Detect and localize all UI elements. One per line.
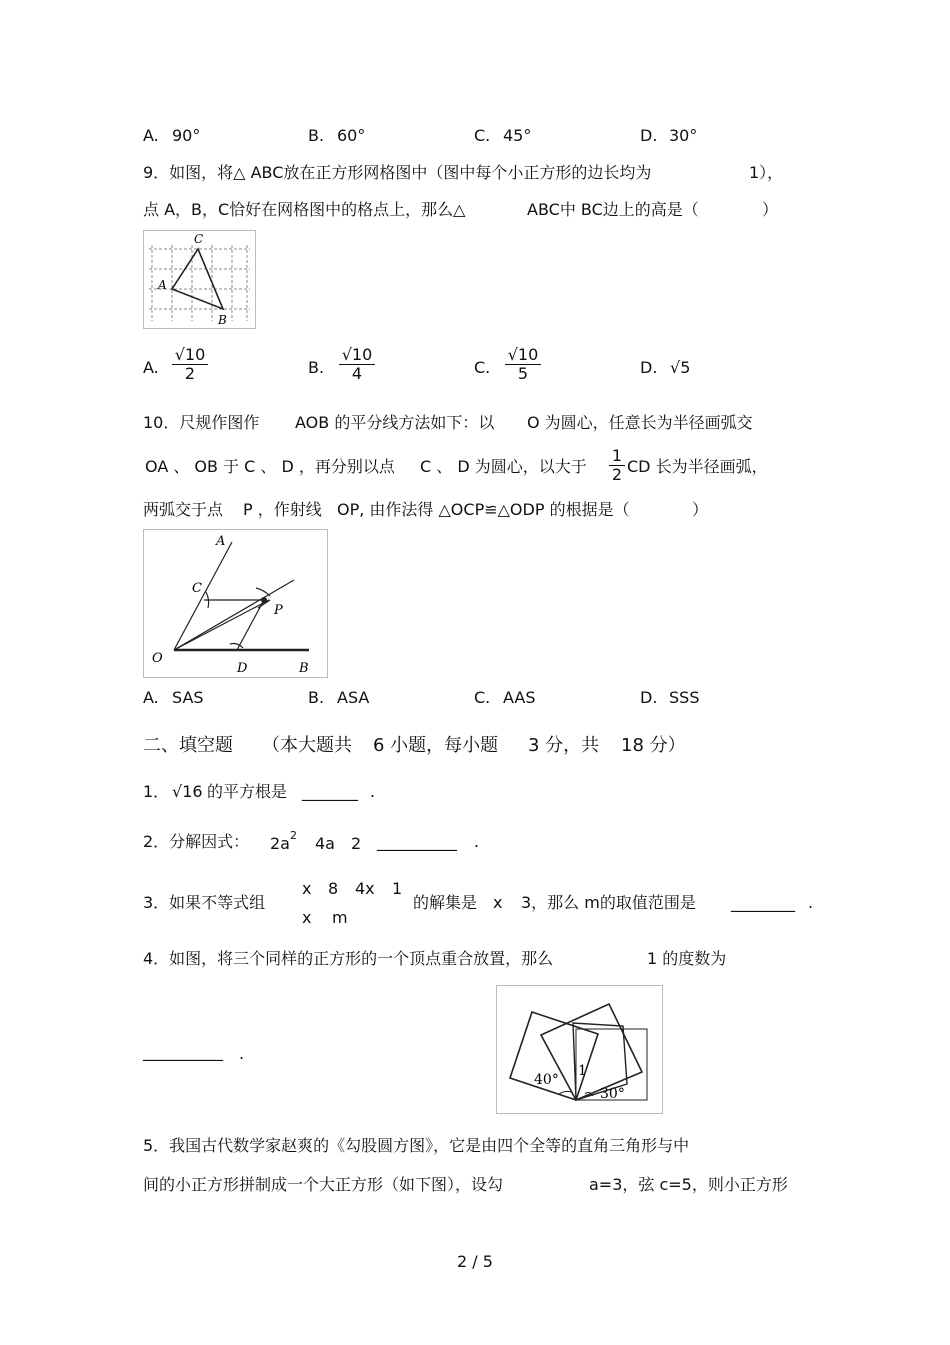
f3-end: . (808, 893, 814, 912)
q10-line3-b: P ，作射线 (243, 500, 322, 519)
q9-option-c-label: C. (474, 358, 491, 377)
f4-fig-label-1: 1 (578, 1063, 587, 1079)
q10-fig-label-o: O (152, 651, 163, 666)
f5-line2-b: a=3，弦 c=5，则小正方形 (589, 1175, 788, 1194)
f3-sol-a: x (493, 893, 503, 912)
q9-line2-b: ABC中 BC边上的高是（ (527, 200, 699, 219)
f4-line1-b: 1 的度数为 (647, 949, 727, 968)
f2-expr-c: 2 (351, 834, 362, 853)
q9-line1-end: 1）， (749, 163, 784, 182)
q10-option-d-label: D. (640, 688, 658, 707)
f1-text: 的平方根是 (207, 782, 288, 801)
f1-radicand: 16 (182, 782, 203, 801)
q10-fig-label-c: C (192, 581, 202, 596)
q8-option-a-text: 90° (172, 126, 201, 145)
q10-line1-c: O 为圆心，任意长为半径画弧交 (527, 413, 753, 432)
section-title: 二、填空题 (143, 735, 233, 756)
f4-fig-label-40: 40° (534, 1072, 559, 1088)
q9-option-a-label: A. (143, 358, 159, 377)
q10-line3-end: ） (692, 500, 709, 519)
q10-fig-label-p: P (274, 603, 283, 618)
f2-expr-b: 4a (315, 834, 335, 853)
q10-option-d-text: SSS (669, 688, 700, 707)
f2-expr-a: 2a (270, 834, 290, 853)
q9-grid-figure (143, 230, 256, 329)
q9-option-d-label: D. (640, 358, 658, 377)
q8-option-c-text: 45° (503, 126, 532, 145)
f5-line2: 间的小正方形拼制成一个大正方形（如下图），设勾 (143, 1175, 504, 1194)
f3-row1-a: x (302, 879, 312, 898)
f3-blank: ________ (731, 893, 795, 912)
q10-line1-a: 10．尺规作图作 (143, 413, 260, 432)
sqrt-icon: √ (172, 782, 183, 801)
q9-option-b-label: B. (308, 358, 325, 377)
q10-half-numerator: 1 (609, 447, 625, 466)
q8-option-c-label: C. (474, 126, 491, 145)
f5-line1: 5．我国古代数学家赵爽的《勾股圆方图》，它是由四个全等的直角三角形与中 (143, 1136, 690, 1155)
q9-option-c-denominator: 5 (517, 364, 529, 383)
q9-option-a-fraction (172, 346, 208, 383)
q9-option-d-text: √5 (670, 358, 691, 377)
f3-row1-d: 1 (392, 879, 403, 898)
f3-mid: 的解集是 (413, 893, 478, 912)
q10-bisector-figure (143, 529, 328, 678)
q10-line2-a: OA 、 OB 于 C 、 D ，再分别以点 (145, 457, 395, 476)
section-subtitle-b: 6 小题，每小题 (373, 735, 499, 756)
q9-option-c-numerator: √10 (505, 346, 541, 365)
q9-option-b-numerator: √10 (339, 346, 375, 365)
f4-fig-label-30: 30° (600, 1086, 625, 1102)
f4-line1: 4．如图，将三个同样的正方形的一个顶点重合放置，那么 (143, 949, 554, 968)
q10-option-b-text: ASA (337, 688, 370, 707)
q9-line2: 点 A，B，C恰好在网格图中的格点上，那么△ (143, 200, 466, 219)
q10-fig-label-b: B (299, 661, 309, 676)
f4-squares-figure (496, 985, 663, 1114)
section-subtitle-d: 18 分） (621, 735, 686, 756)
f2-exponent: 2 (290, 829, 297, 842)
f2-blank: __________ (377, 832, 457, 851)
q10-half-fraction (609, 447, 625, 484)
q10-line2-b: C 、 D 为圆心，以大于 (420, 457, 587, 476)
q10-fig-label-d: D (237, 661, 248, 676)
q10-line1-b: AOB 的平分线方法如下：以 (295, 413, 495, 432)
q10-line3-c: OP, 由作法得 △OCP≌△ODP 的根据是（ (337, 500, 630, 519)
q9-option-b-denominator: 4 (351, 364, 363, 383)
q9-fig-label-c: C (194, 232, 204, 246)
q10-option-c-text: AAS (503, 688, 536, 707)
q8-option-b-text: 60° (337, 126, 366, 145)
q10-option-a-label: A. (143, 688, 159, 707)
q10-line2-c: CD 长为半径画弧， (627, 457, 768, 476)
q8-option-a-label: A. (143, 126, 159, 145)
q9-line2-end: ） (762, 200, 779, 219)
q9-option-a-numerator: √10 (172, 346, 208, 365)
f1-end: . (370, 782, 376, 801)
section-subtitle-c: 3 分，共 (528, 735, 600, 756)
f3-row1-c: 4x (355, 879, 375, 898)
f3-sol-b: 3，那么 m的取值范围是 (521, 893, 696, 912)
q9-option-a-denominator: 2 (184, 364, 196, 383)
f4-end: . (239, 1044, 245, 1063)
f3-row1-b: 8 (328, 879, 339, 898)
angle-bisector-diagram (144, 530, 327, 677)
f3-row2-b: m (332, 908, 348, 927)
q10-fig-label-a: A (216, 534, 226, 549)
q8-option-d-text: 30° (669, 126, 698, 145)
q10-option-c-label: C. (474, 688, 491, 707)
q9-line1: 9．如图，将△ ABC放在正方形网格图中（图中每个小正方形的边长均为 (143, 163, 652, 182)
page-number: 2 / 5 (457, 1252, 493, 1271)
f3-row2-a: x (302, 908, 312, 927)
section-subtitle-a: （本大题共 (262, 735, 352, 756)
q10-option-a-text: SAS (172, 688, 204, 707)
q9-option-c-fraction (505, 346, 541, 383)
q8-option-b-label: B. (308, 126, 325, 145)
q10-half-denominator: 2 (611, 465, 623, 484)
f1-prefix: 1． (143, 782, 170, 801)
f2-end: . (474, 832, 480, 851)
f3-prefix: 3．如果不等式组 (143, 893, 266, 912)
f1-sqrt (172, 782, 203, 802)
q8-option-d-label: D. (640, 126, 658, 145)
f1-blank: _______ (302, 782, 358, 801)
q9-option-b-fraction (339, 346, 375, 383)
f4-blank: __________ (143, 1042, 223, 1061)
triangle-grid-diagram (144, 231, 255, 328)
three-squares-diagram (497, 986, 662, 1113)
q10-line3-a: 两弧交于点 (143, 500, 224, 519)
q10-option-b-label: B. (308, 688, 325, 707)
q9-fig-label-b: B (218, 313, 227, 327)
q9-fig-label-a: A (158, 278, 167, 292)
f2-prefix: 2．分解因式： (143, 832, 250, 851)
